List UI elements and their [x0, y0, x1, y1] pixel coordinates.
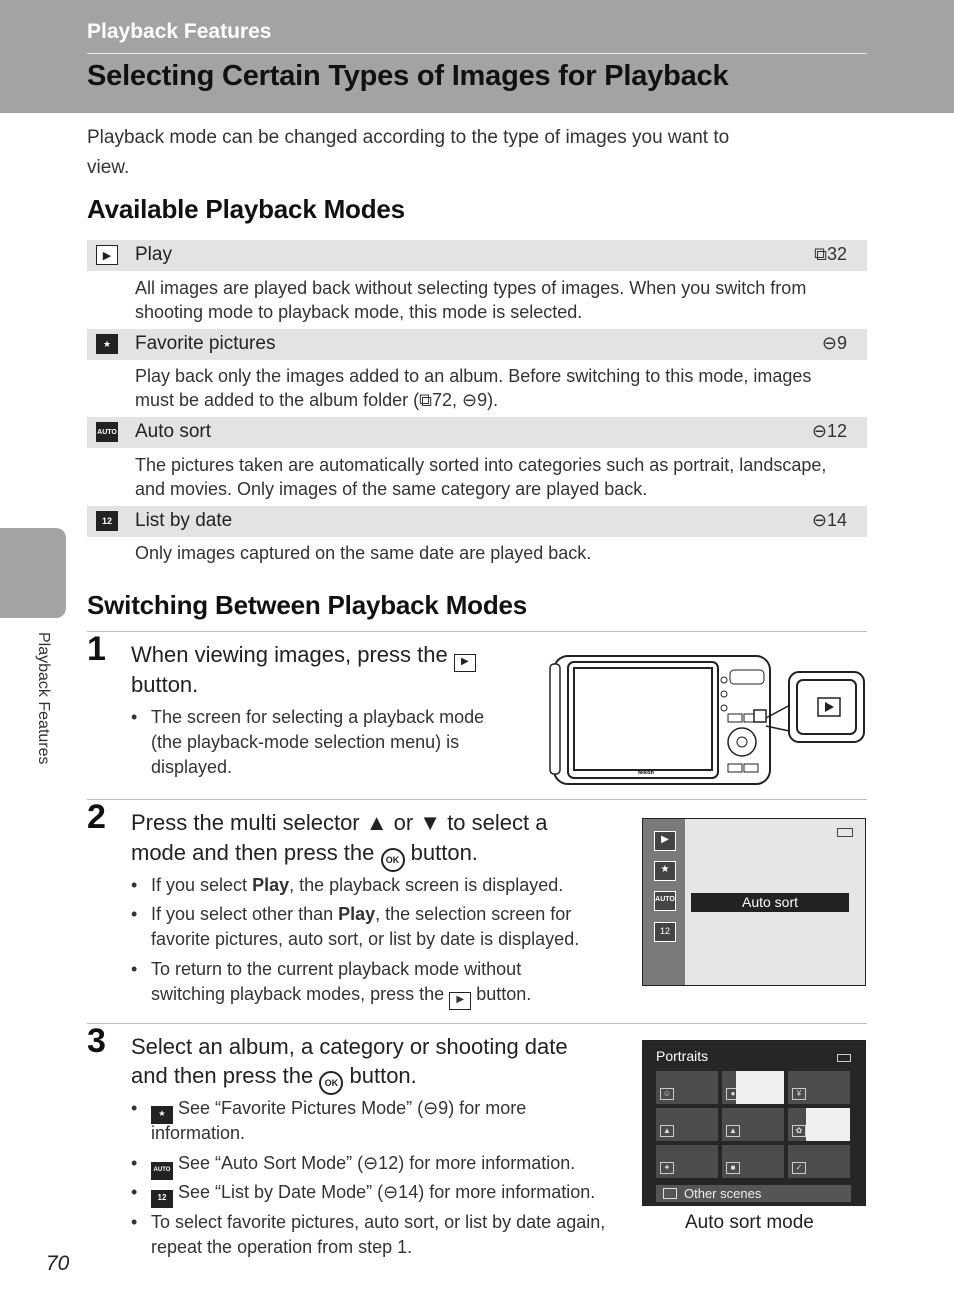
mode-desc-line: shooting mode to playback mode, this mode is selected.: [135, 302, 583, 322]
thumbnail-portrait-photo: [736, 1071, 784, 1104]
mode-row-auto-sort: [87, 417, 867, 448]
bullet-line: information.: [151, 1123, 246, 1143]
other-scenes-bar: Other scenes: [656, 1185, 851, 1202]
mode-desc-line: Only images captured on the same date are played back.: [135, 543, 592, 563]
thumbnail: [722, 1108, 784, 1141]
battery-icon: [837, 1054, 851, 1062]
thumbnail: [656, 1145, 718, 1178]
step-number: 3: [87, 1022, 106, 1060]
chapter-tab-label: Playback Features: [35, 632, 52, 765]
movie-icon: ■: [726, 1162, 740, 1174]
edit-icon: ✓: [792, 1162, 806, 1174]
step-title-line: button.: [131, 672, 199, 697]
mode-name: Play: [135, 244, 172, 265]
selected-mode-label: Auto sort: [691, 893, 849, 912]
bullet-line: repeat the operation from step 1.: [151, 1237, 413, 1257]
category-title: Portraits: [656, 1048, 709, 1064]
step-number: 2: [87, 798, 106, 836]
bullet-line: displayed.: [151, 757, 233, 777]
battery-icon: [837, 828, 853, 837]
play-button-icon: ▶: [454, 654, 476, 672]
play-button-icon: ▶: [449, 992, 471, 1010]
list-by-date-icon: 12: [151, 1190, 173, 1208]
mode-page-ref: ⊖14: [811, 510, 847, 530]
mode-page-ref: ⊖12: [811, 421, 847, 441]
step-title-line: Select an album, a category or shooting date: [131, 1034, 568, 1059]
section-label: Playback Features: [87, 20, 272, 43]
other-scenes-icon: [663, 1188, 677, 1199]
bullet-line: switching playback modes, press the ▶ button.: [151, 982, 531, 1010]
mode-name: Auto sort: [135, 421, 212, 442]
mode-selection-screen: [642, 818, 866, 986]
step-title-line: Press the multi selector ▲ or ▼ to select a: [131, 810, 548, 835]
divider: [87, 799, 867, 800]
food-icon: ¥: [792, 1088, 806, 1100]
favorite-icon: ★: [654, 861, 676, 881]
mode-desc-line: and movies. Only images of the same category are played back.: [135, 479, 648, 499]
thumbnail: [788, 1145, 850, 1178]
thumbnail: [722, 1145, 784, 1178]
auto-sort-icon: AUTO: [151, 1162, 173, 1180]
list-by-date-icon: 12: [654, 922, 676, 942]
mode-desc-line: All images are played back without selecting types of images. When you switch from: [135, 278, 807, 298]
thumbnail: [788, 1071, 850, 1104]
step-number: 1: [87, 630, 106, 668]
mode-page-ref: ⊖9: [821, 333, 847, 353]
divider: [87, 631, 867, 632]
modes-heading: Available Playback Modes: [87, 194, 405, 224]
page-title: Selecting Certain Types of Images for Playback: [87, 60, 729, 92]
pet-icon: ✦: [660, 1162, 674, 1174]
bullet-line: favorite pictures, auto sort, or list by date is displayed.: [151, 929, 580, 949]
screen-caption: Auto sort mode: [685, 1212, 814, 1233]
play-icon: ▶: [654, 831, 676, 851]
mode-page-ref: ⧉32: [814, 244, 847, 264]
bullet-line: (the playback-mode selection menu) is: [151, 732, 460, 752]
portrait-scene-icon: ☺: [660, 1088, 674, 1100]
mode-row-favorite: [87, 329, 867, 360]
mode-row-list-by-date: [87, 506, 867, 537]
auto-sort-icon: AUTO: [96, 422, 118, 442]
mode-desc-line: must be added to the album folder (⧉72, ⊖9).: [135, 390, 499, 410]
auto-sort-icon: AUTO: [654, 891, 676, 911]
mode-name: Favorite pictures: [135, 333, 276, 354]
play-icon: ▶: [96, 245, 118, 265]
mode-name: List by date: [135, 510, 233, 531]
step-title-line: When viewing images, press the ▶: [131, 640, 476, 672]
ok-button-icon: OK: [381, 848, 405, 872]
thumbnail: [656, 1108, 718, 1141]
intro-line-2: view.: [87, 157, 130, 178]
portrait-icon: ●: [726, 1088, 740, 1100]
switch-heading: Switching Between Playback Modes: [87, 590, 528, 620]
page-header: [0, 0, 954, 113]
camera-brand-text: Nikon: [638, 770, 655, 776]
favorite-icon: ★: [151, 1106, 173, 1124]
chapter-tab: [0, 528, 66, 618]
thumbnail: [656, 1071, 718, 1104]
ok-button-icon: OK: [319, 1071, 343, 1095]
mode-row-play: [87, 240, 867, 271]
step-title-line: mode and then press the OK button.: [131, 838, 478, 872]
intro-line-1: Playback mode can be changed according to the type of images you want to: [87, 127, 730, 148]
mode-desc-line: Play back only the images added to an album. Before switching to this mode, images: [135, 366, 812, 386]
landscape-icon: ▲: [726, 1125, 740, 1137]
close-up-icon: ✿: [792, 1125, 806, 1137]
page-number: 70: [46, 1252, 70, 1275]
divider: [87, 1023, 867, 1024]
thumbnail-flower-photo: [806, 1108, 850, 1141]
landscape-icon: ▲: [660, 1125, 674, 1137]
camera-back-illustration: [548, 646, 866, 790]
mode-desc-line: The pictures taken are automatically sorted into categories such as portrait, landscape,: [135, 455, 827, 475]
header-divider: [87, 53, 867, 54]
favorite-icon: ★: [96, 334, 118, 354]
auto-sort-screen: [642, 1040, 866, 1206]
list-by-date-icon: 12: [96, 511, 118, 531]
step-title-line: and then press the OK button.: [131, 1061, 417, 1095]
